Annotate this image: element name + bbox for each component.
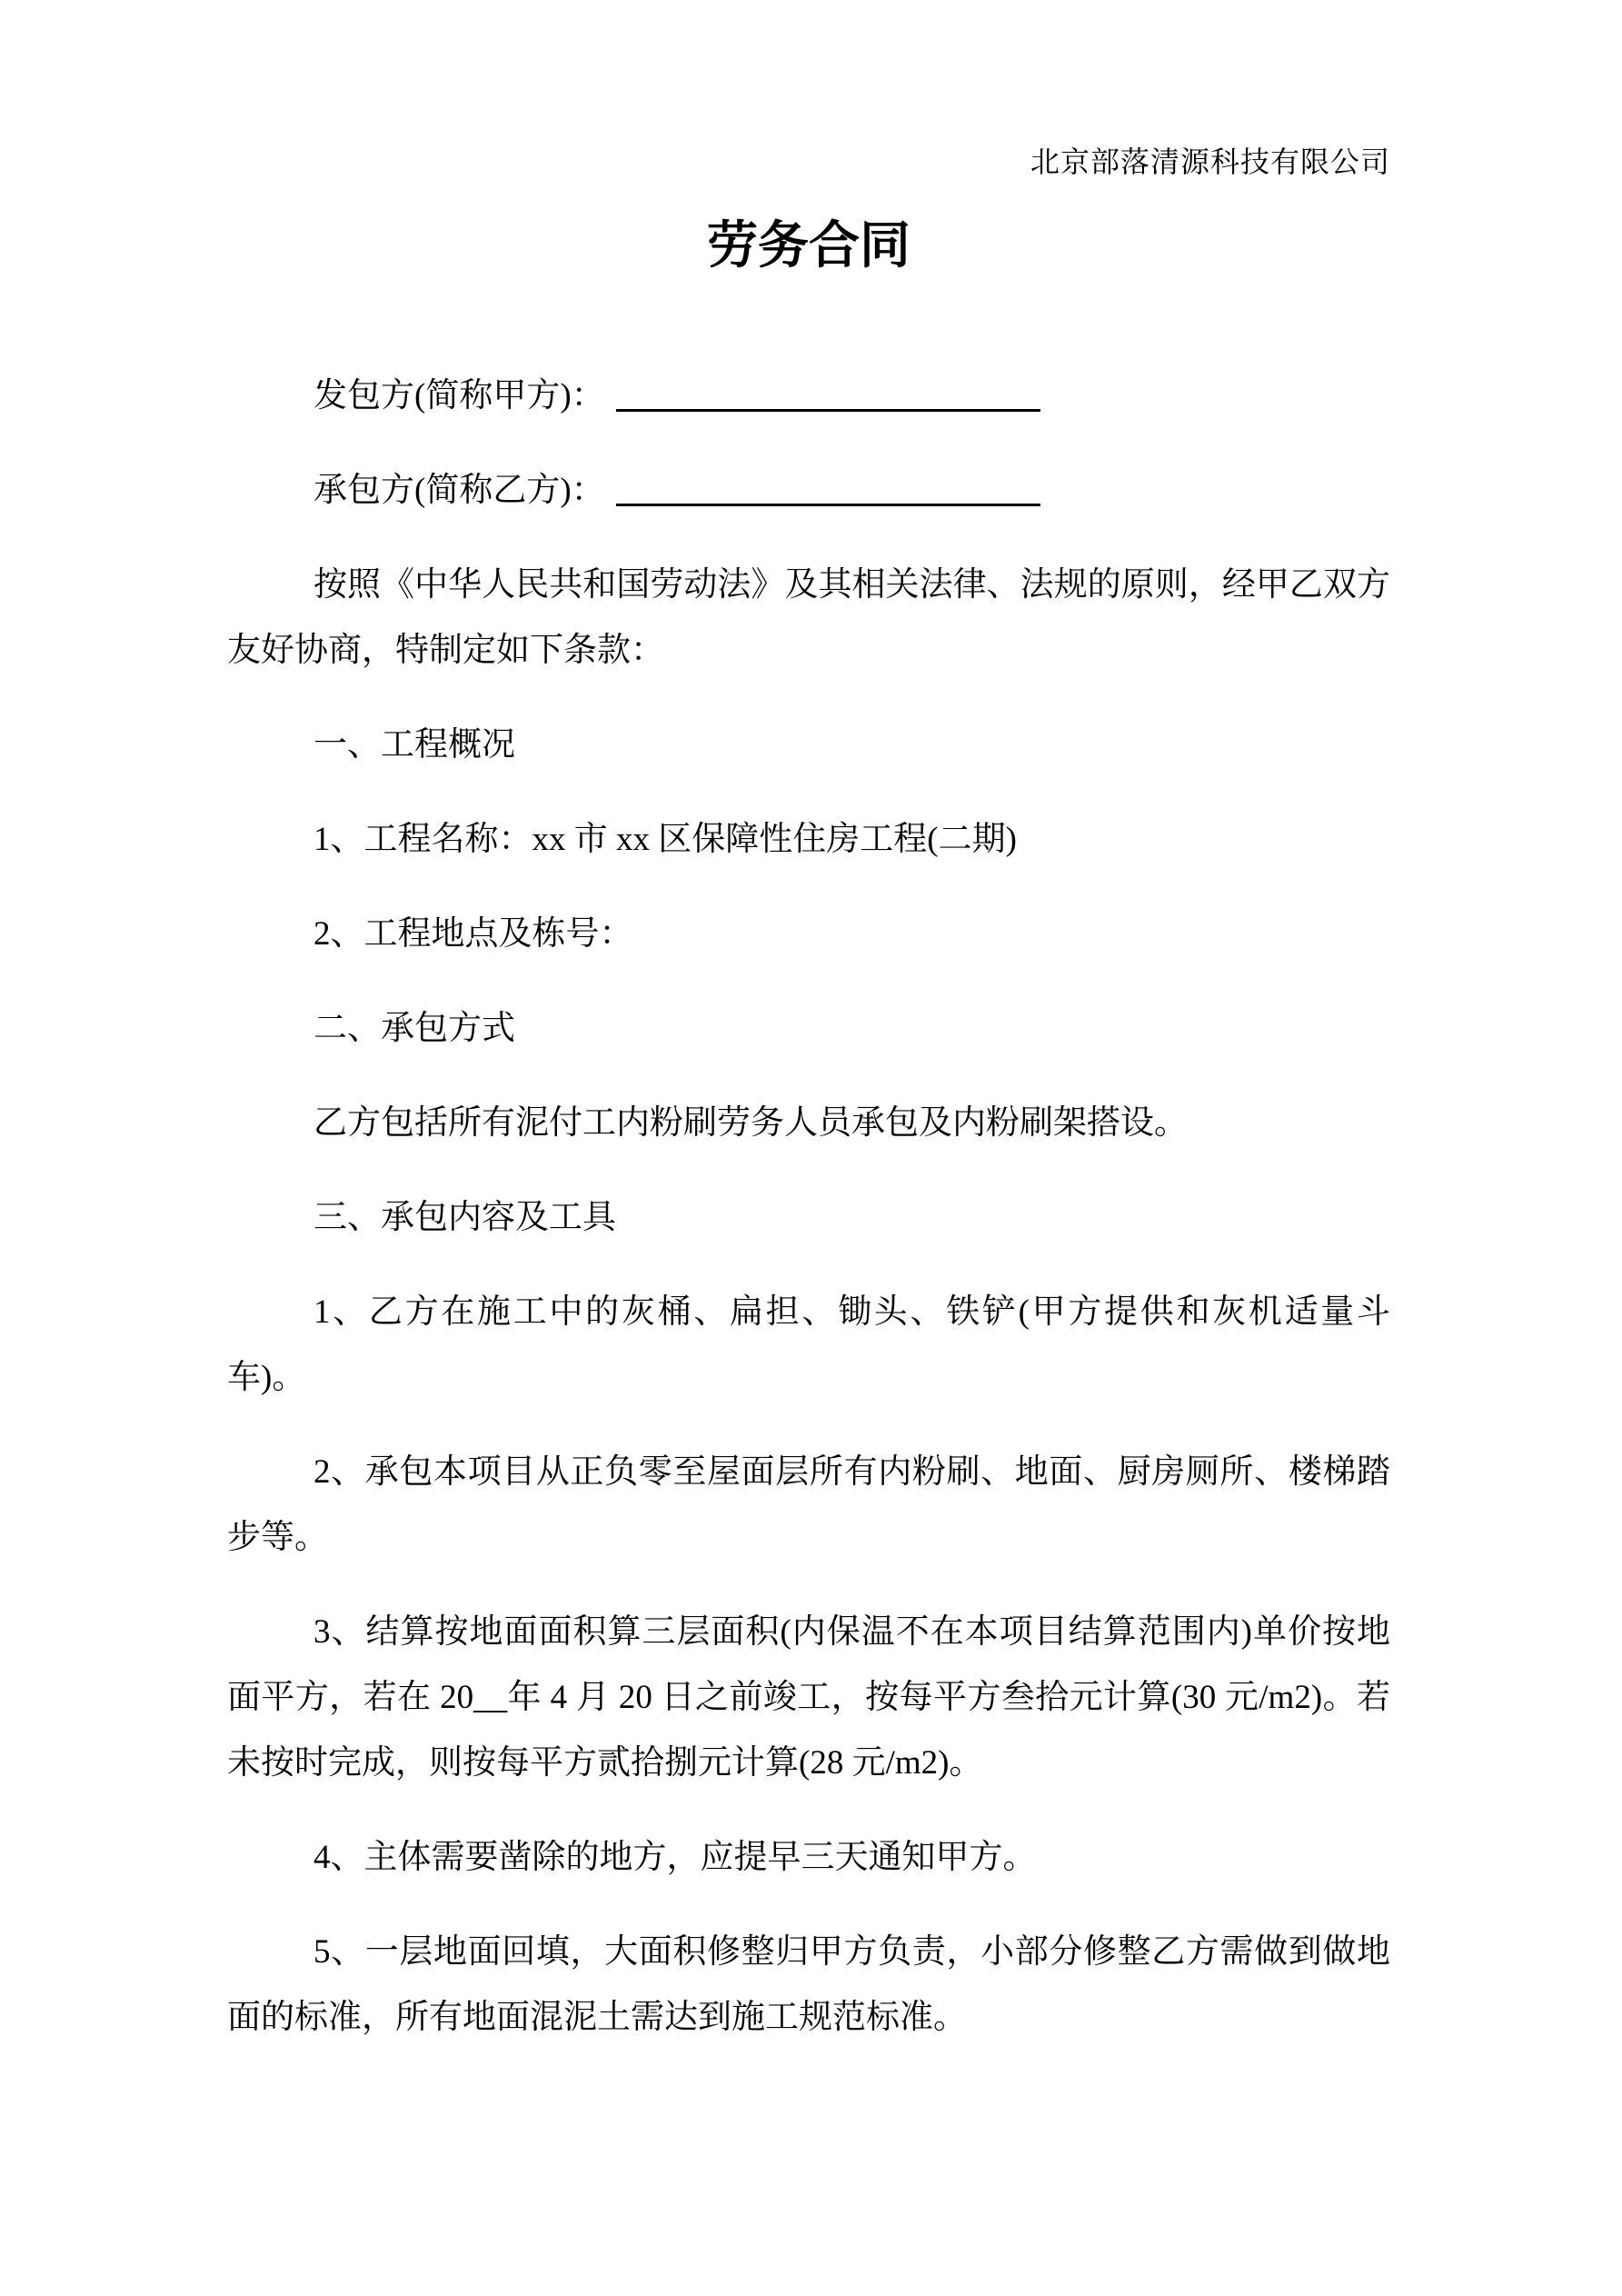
company-header: 北京部落清源科技有限公司 xyxy=(1030,145,1390,178)
clause-demolition-notice: 4、主体需要凿除的地方，应提早三天通知甲方。 xyxy=(313,1839,1037,1876)
field-party-a-label: 发包方(简称甲方)： xyxy=(313,377,605,414)
field-party-b xyxy=(227,458,1390,524)
party-a-blank-line xyxy=(616,409,1040,412)
party-b-blank-line xyxy=(616,504,1040,506)
section-1-heading: 一、工程概况 xyxy=(313,726,515,764)
clause-coverage: 2、承包本项目从正负零至屋面层所有内粉刷、地面、厨房厕所、楼梯踏步等。 xyxy=(227,1453,1390,1556)
clause-contract-scope: 乙方包括所有泥付工内粉刷劳务人员承包及内粉刷架搭设。 xyxy=(313,1104,1188,1142)
section-3-heading: 三、承包内容及工具 xyxy=(313,1199,616,1236)
intro-paragraph: 按照《中华人民共和国劳动法》及其相关法律、法规的原则，经甲乙双方友好协商，特制定如下条款： xyxy=(227,566,1390,669)
document-title: 劳务合同 xyxy=(707,216,911,274)
section-2-heading: 二、承包方式 xyxy=(313,1010,515,1047)
clause-ground-backfill: 5、一层地面回填，大面积修整归甲方负责，小部分修整乙方需做到做地面的标准，所有地面混泥土需达到施工规范标准。 xyxy=(227,1933,1390,2036)
clause-settlement: 3、结算按地面面积算三层面积(内保温不在本项目结算范围内)单价按地面平方，若在 20__年 4 月 20 日之前竣工，按每平方叁拾元计算(30 元/m2)。若未按时完成，则按每平方贰拾捌元计算(28 元/m2)。 xyxy=(227,1613,1390,1782)
field-party-a xyxy=(227,364,1390,429)
clause-project-name: 1、工程名称：xx 市 xx 区保障性住房工程(二期) xyxy=(313,821,1017,858)
clause-project-location: 2、工程地点及栋号： xyxy=(313,915,633,953)
clause-tools: 1、乙方在施工中的灰桶、扁担、锄头、铁铲(甲方提供和灰机适量斗车)。 xyxy=(227,1293,1390,1396)
field-party-b-label: 承包方(简称乙方)： xyxy=(313,472,605,509)
